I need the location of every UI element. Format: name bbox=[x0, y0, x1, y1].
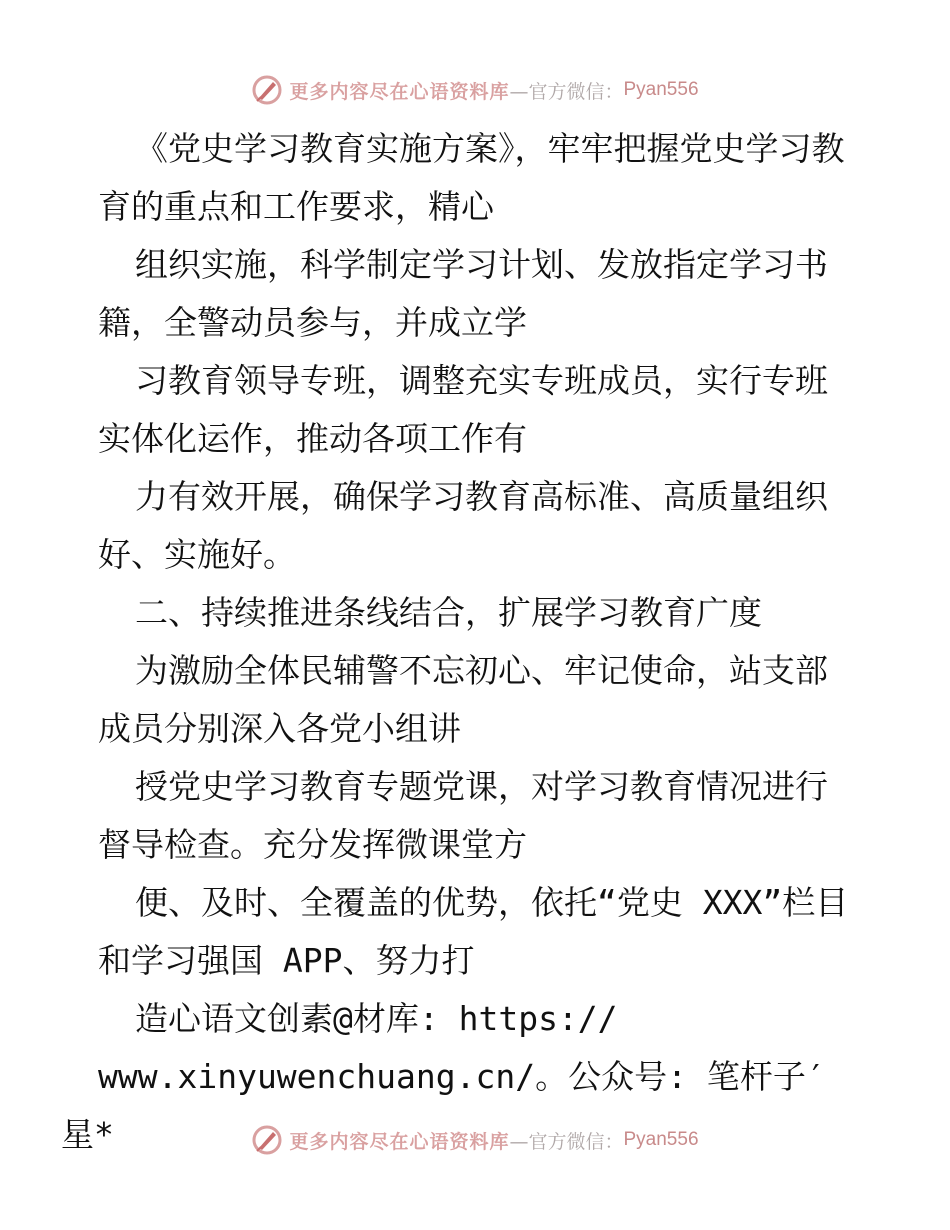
paragraph-line: 组织实施，科学制定学习计划、发放指定学习书 bbox=[135, 245, 828, 284]
quill-logo-icon bbox=[251, 74, 283, 106]
paragraph-line-url: www.xinyuwenchuang.cn/。公众号: 笔杆子′星* bbox=[61, 1057, 826, 1154]
paragraph-line: 习教育领导专班，调整充实专班成员，实行专班 bbox=[135, 361, 828, 400]
paragraph-line: 成员分别深入各党小组讲 bbox=[98, 709, 461, 748]
watermark-code: Pyan556 bbox=[623, 79, 699, 100]
watermark-label: —官方微信： bbox=[509, 1130, 624, 1153]
paragraph-line: 造心语文创素@材库: https:// bbox=[135, 999, 618, 1038]
paragraph-line: 二、持续推进条线结合，扩展学习教育广度 bbox=[135, 593, 762, 632]
footer-watermark bbox=[0, 1120, 950, 1160]
paragraph-line: 授党史学习教育专题党课，对学习教育情况进行 bbox=[135, 767, 828, 806]
watermark-code: Pyan556 bbox=[623, 1129, 699, 1150]
paragraph bbox=[98, 352, 858, 468]
paragraph bbox=[98, 236, 858, 352]
paragraph bbox=[98, 874, 858, 990]
paragraph-line: 督导检查。充分发挥微课堂方 bbox=[98, 825, 527, 864]
paragraph bbox=[98, 758, 858, 874]
paragraph bbox=[98, 120, 858, 236]
section-heading bbox=[98, 584, 858, 642]
paragraph-line: 目和学习强国 APP、努力打 bbox=[98, 883, 849, 980]
paragraph-line: 实体化运作，推动各项工作有 bbox=[98, 419, 527, 458]
watermark-label: —官方微信： bbox=[509, 80, 624, 103]
header-watermark bbox=[0, 70, 950, 110]
paragraph bbox=[98, 468, 858, 584]
paragraph bbox=[98, 642, 858, 758]
quill-logo-icon bbox=[251, 1124, 283, 1156]
paragraph-line: 籍，全警动员参与，并成立学 bbox=[98, 303, 527, 342]
paragraph-line: 《党史学习教育实施方案》，牢牢把握党史学习 bbox=[135, 129, 812, 168]
watermark-title: 更多内容尽在心语资料库 bbox=[289, 1130, 510, 1153]
paragraph-line: 力有效开展，确保学习教育高标准、高质量组织 bbox=[135, 477, 828, 516]
paragraph-line: 为激励全体民辅警不忘初心、牢记使命，站支部 bbox=[135, 651, 828, 690]
paragraph-line: 便、及时、全覆盖的优势，依托“党史 XXX”栏 bbox=[135, 883, 816, 922]
paragraph-line: 教育的重点和工作要求，精心 bbox=[98, 129, 845, 226]
watermark-title: 更多内容尽在心语资料库 bbox=[289, 80, 510, 103]
paragraph-line: 好、实施好。 bbox=[98, 535, 296, 574]
document-body bbox=[61, 120, 858, 1164]
